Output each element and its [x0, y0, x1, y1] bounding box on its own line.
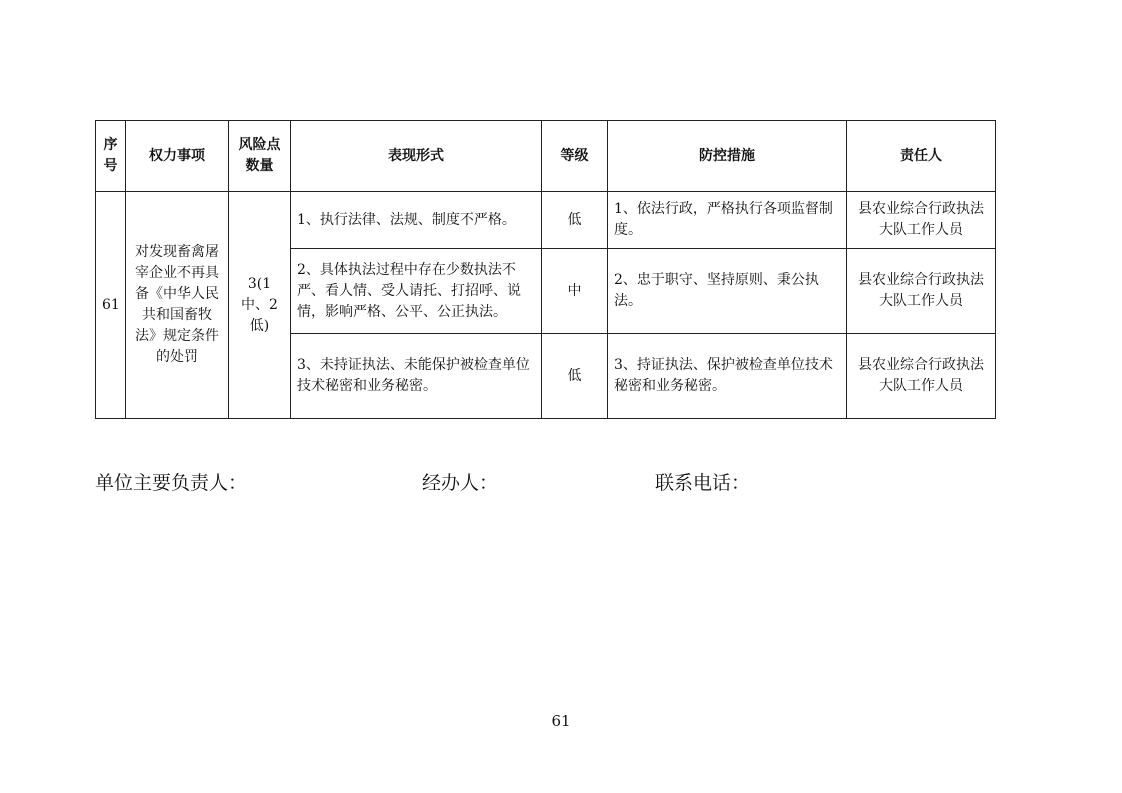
table-header-row	[96, 121, 996, 192]
cell-level: 低	[542, 334, 608, 419]
cell-person: 县农业综合行政执法大队工作人员	[847, 334, 996, 419]
table-row	[96, 192, 996, 249]
cell-count: 3(1中、2低)	[229, 192, 291, 419]
cell-measure: 2、忠于职守、坚持原则、秉公执法。	[608, 249, 847, 334]
risk-table	[95, 120, 996, 419]
header-level: 等级	[542, 121, 608, 192]
cell-measure: 1、依法行政，严格执行各项监督制度。	[608, 192, 847, 249]
header-count: 风险点数量	[229, 121, 291, 192]
header-form: 表现形式	[291, 121, 542, 192]
cell-seq: 61	[96, 192, 126, 419]
cell-person: 县农业综合行政执法大队工作人员	[847, 192, 996, 249]
cell-form: 2、具体执法过程中存在少数执法不严、看人情、受人请托、打招呼、说情，影响严格、公平、公正执法。	[291, 249, 542, 334]
cell-level: 低	[542, 192, 608, 249]
cell-person: 县农业综合行政执法大队工作人员	[847, 249, 996, 334]
header-seq: 序号	[96, 121, 126, 192]
phone-label: 联系电话：	[655, 472, 751, 494]
handler-label: 经办人：	[422, 472, 499, 494]
cell-form: 3、未持证执法、未能保护被检查单位技术秘密和业务秘密。	[291, 334, 542, 419]
unit-head-label: 单位主要负责人：	[95, 472, 248, 494]
header-measure: 防控措施	[608, 121, 847, 192]
header-matter: 权力事项	[126, 121, 229, 192]
header-person: 责任人	[847, 121, 996, 192]
page-number: 61	[551, 712, 571, 730]
cell-measure: 3、持证执法、保护被检查单位技术秘密和业务秘密。	[608, 334, 847, 419]
cell-form: 1、执行法律、法规、制度不严格。	[291, 192, 542, 249]
cell-matter: 对发现畜禽屠宰企业不再具备《中华人民共和国畜牧法》规定条件的处罚	[126, 192, 229, 419]
cell-level: 中	[542, 249, 608, 334]
